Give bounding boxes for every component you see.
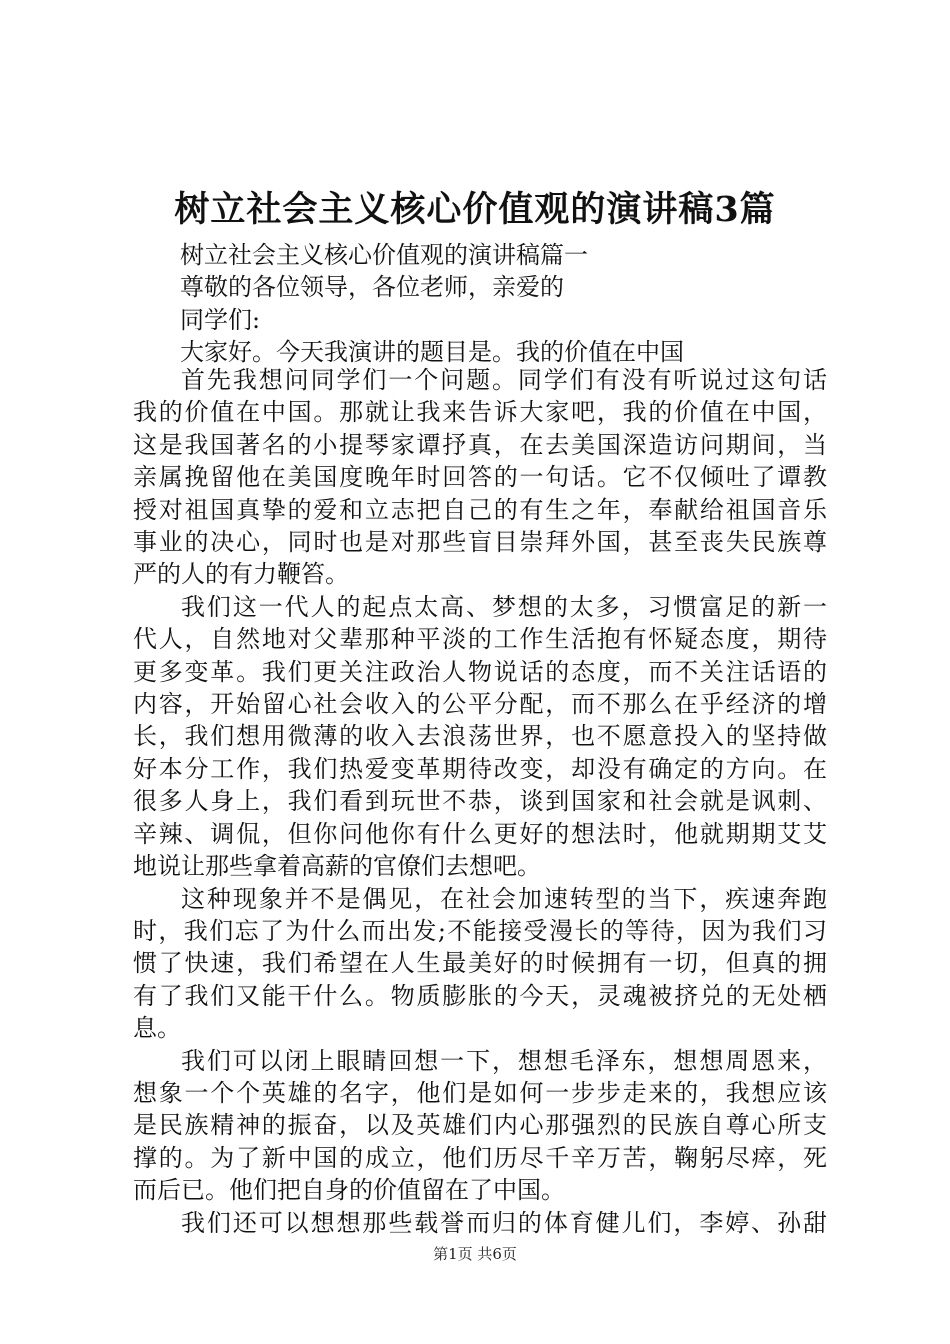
paragraph-line: 这是我国著名的小提琴家谭抒真，在去美国深造访问期间，当: [133, 430, 827, 459]
paragraph-line: 辛辣、调侃，但你问他你有什么更好的想法时，他就期期艾艾: [133, 819, 827, 848]
paragraph-line: 息。: [133, 1014, 181, 1043]
paragraph-line: 是民族精神的振奋，以及英雄们内心那强烈的民族自尊心所支: [133, 1111, 827, 1140]
paragraph-line: 有了我们又能干什么。物质膨胀的今天，灵魂被挤兑的无处栖: [133, 981, 827, 1010]
paragraph-line: 亲属挽留他在美国度晚年时回答的一句话。它不仅倾吐了谭教: [133, 463, 827, 492]
paragraph-line: 好本分工作，我们热爱变革期待改变，却没有确定的方向。在: [133, 754, 827, 783]
paragraph-line: 我们还可以想想那些载誉而归的体育健儿们，李婷、孙甜: [181, 1208, 827, 1237]
paragraph-line: 内容，开始留心社会收入的公平分配，而不那么在乎经济的增: [133, 690, 827, 719]
intro-line: 尊敬的各位领导，各位老师，亲爱的: [180, 273, 564, 302]
paragraph-line: 我的价值在中国。那就让我来告诉大家吧，我的价值在中国，: [133, 398, 827, 427]
paragraph-line: 而后已。他们把自身的价值留在了中国。: [133, 1176, 565, 1205]
paragraph-line: 想象一个个英雄的名字，他们是如何一步步走来的，我想应该: [133, 1078, 827, 1107]
paragraph-line: 这种现象并不是偶见，在社会加速转型的当下，疾速奔跑: [181, 884, 827, 913]
paragraph-line: 更多变革。我们更关注政治人物说话的态度，而不关注话语的: [133, 657, 827, 686]
intro-block: [180, 239, 820, 369]
paragraph-line: 我们这一代人的起点太高、梦想的太多，习惯富足的新一: [181, 592, 827, 621]
body-text: [133, 364, 827, 1239]
paragraph-line: 授对祖国真挚的爱和立志把自己的有生之年，奉献给祖国音乐: [133, 495, 827, 524]
page-footer: 第1页 共6页: [433, 1245, 517, 1263]
intro-line: 树立社会主义核心价值观的演讲稿篇一: [180, 241, 588, 269]
paragraph-line: 严的人的有力鞭笞。: [133, 560, 349, 589]
intro-line: 大家好。今天我演讲的题目是。我的价值在中国: [180, 338, 684, 367]
document-title: 树立社会主义核心价值观的演讲稿3篇: [174, 189, 776, 230]
paragraph-line: 首先我想问同学们一个问题。同学们有没有听说过这句话: [181, 366, 827, 394]
paragraph-line: 时，我们忘了为什么而出发;不能接受漫长的等待，因为我们习: [133, 916, 827, 945]
paragraph-line: 事业的决心，同时也是对那些盲目崇拜外国，甚至丧失民族尊: [133, 528, 827, 557]
intro-line: 同学们:: [180, 305, 261, 334]
paragraph-line: 惯了快速，我们希望在人生最美好的时候拥有一切，但真的拥: [133, 949, 827, 978]
paragraph-line: 地说让那些拿着高薪的官僚们去想吧。: [133, 852, 541, 881]
paragraph-line: 很多人身上，我们看到玩世不恭，谈到国家和社会就是讽刺、: [133, 787, 827, 816]
paragraph-line: 代人，自然地对父辈那种平淡的工作生活抱有怀疑态度，期待: [133, 625, 827, 654]
paragraph-line: 撑的。为了新中国的成立，他们历尽千辛万苦，鞠躬尽瘁，死: [133, 1143, 827, 1172]
paragraph-line: 长，我们想用微薄的收入去浪荡世界，也不愿意投入的坚持做: [133, 722, 827, 751]
paragraph-line: 我们可以闭上眼睛回想一下，想想毛泽东，想想周恩来，: [181, 1046, 827, 1075]
